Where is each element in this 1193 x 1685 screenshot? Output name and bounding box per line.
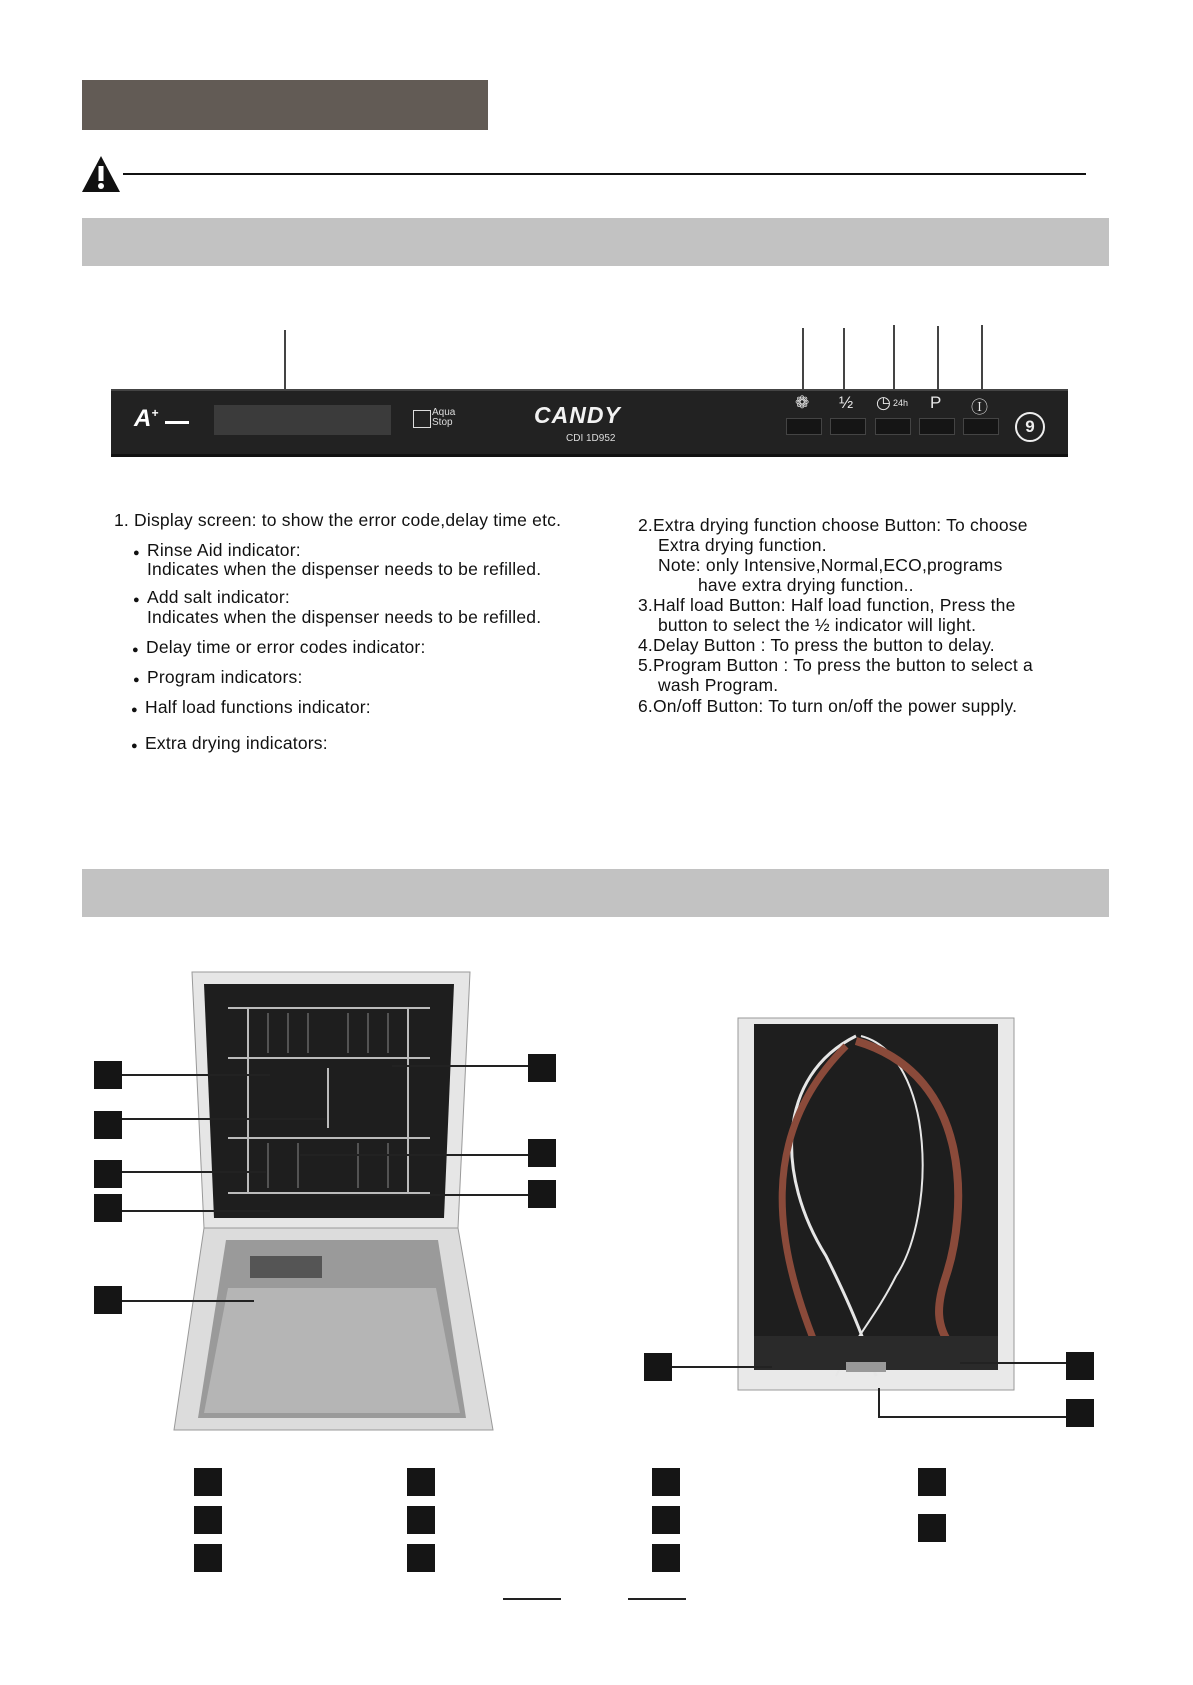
legend-marker-1 bbox=[194, 1468, 222, 1496]
callout-back-left bbox=[644, 1353, 672, 1381]
item-salt-desc: Indicates when the dispenser needs to be refilled. bbox=[147, 607, 542, 627]
half-load-button[interactable] bbox=[830, 418, 866, 435]
leader-left-4 bbox=[122, 1210, 270, 1212]
half-load-symbol: ½ bbox=[839, 393, 854, 412]
callout-right-1 bbox=[528, 1054, 556, 1082]
legend-marker-3 bbox=[194, 1544, 222, 1572]
desc-drying-note-2: have extra drying function.. bbox=[698, 575, 914, 595]
page-title-bar bbox=[82, 80, 488, 130]
leader-back-left bbox=[672, 1366, 772, 1368]
leader-right-3 bbox=[330, 1194, 528, 1196]
energy-label: A+ bbox=[134, 405, 159, 432]
warning-icon bbox=[80, 154, 122, 194]
item-program-indicators: ● Program indicators: bbox=[147, 667, 303, 688]
desc-delay-button: 4.Delay Button : To press the button to delay. bbox=[638, 635, 995, 655]
legend-marker-5 bbox=[407, 1506, 435, 1534]
callout-back-right-2 bbox=[1066, 1399, 1094, 1427]
item-rinse-aid-desc: Indicates when the dispenser needs to be refilled. bbox=[147, 559, 542, 579]
leader-right-2 bbox=[300, 1154, 528, 1156]
callout-left-3 bbox=[94, 1160, 122, 1188]
leader-btn-4 bbox=[937, 326, 939, 390]
leader-btn-3 bbox=[893, 325, 895, 390]
leader-left-5 bbox=[122, 1300, 254, 1302]
desc-drying-note: Note: only Intensive,Normal,ECO,programs bbox=[658, 555, 1003, 575]
callout-left-2 bbox=[94, 1111, 122, 1139]
desc-halfload-button-2: button to select the ½ indicator will light. bbox=[658, 615, 977, 635]
item-display-screen: 1. Display screen: to show the error code,delay time etc. bbox=[114, 510, 562, 530]
program-button[interactable] bbox=[919, 418, 955, 435]
energy-bar bbox=[165, 421, 189, 424]
leader-btn-1 bbox=[802, 328, 804, 390]
leader-back-right-2 bbox=[878, 1416, 1066, 1418]
callout-left-1 bbox=[94, 1061, 122, 1089]
section-bar-control-panel bbox=[82, 218, 1109, 266]
section-bar-appliance bbox=[82, 869, 1109, 917]
item-rinse-aid: ● Rinse Aid indicator: bbox=[147, 540, 301, 561]
program-symbol: P bbox=[930, 393, 942, 412]
drying-icon: ❁ bbox=[795, 393, 810, 412]
item-delay-indicator: ● Delay time or error codes indicator: bbox=[146, 637, 426, 658]
callout-left-5 bbox=[94, 1286, 122, 1314]
place-settings-badge: 9 bbox=[1015, 412, 1045, 442]
legend-marker-11 bbox=[918, 1514, 946, 1542]
delay-button[interactable] bbox=[875, 418, 911, 435]
legend-marker-2 bbox=[194, 1506, 222, 1534]
footer-rule-right bbox=[628, 1598, 686, 1600]
legend-marker-8 bbox=[652, 1506, 680, 1534]
leader-back-right-1 bbox=[960, 1362, 1066, 1364]
callout-right-2 bbox=[528, 1139, 556, 1167]
legend-marker-7 bbox=[652, 1468, 680, 1496]
item-drying-indicators: ● Extra drying indicators: bbox=[145, 733, 328, 754]
brand-logo: CANDY bbox=[534, 402, 621, 428]
leader-btn-2 bbox=[843, 328, 845, 390]
aquastop-icon bbox=[413, 410, 431, 428]
callout-back-right-1 bbox=[1066, 1352, 1094, 1380]
legend-marker-6 bbox=[407, 1544, 435, 1572]
leader-display bbox=[284, 330, 286, 392]
leader-left-1 bbox=[122, 1074, 270, 1076]
dishwasher-back-photo bbox=[736, 1016, 1018, 1394]
desc-drying-button: 2.Extra drying function choose Button: To choose bbox=[638, 515, 1028, 535]
leader-left-2 bbox=[122, 1118, 326, 1120]
extra-drying-button[interactable] bbox=[786, 418, 822, 435]
legend-marker-10 bbox=[918, 1468, 946, 1496]
leader-btn-5 bbox=[981, 325, 983, 390]
delay-24h-label: 24h bbox=[893, 398, 909, 408]
desc-halfload-button: 3.Half load Button: Half load function, Press the bbox=[638, 595, 1016, 615]
warning-rule bbox=[123, 173, 1086, 175]
display-screen bbox=[214, 405, 391, 435]
desc-drying-button-2: Extra drying function. bbox=[658, 535, 827, 555]
callout-left-4 bbox=[94, 1194, 122, 1222]
power-button[interactable] bbox=[963, 418, 999, 435]
item-salt: ● Add salt indicator: bbox=[147, 587, 290, 608]
item-halfload-indicator: ● Half load functions indicator: bbox=[145, 697, 371, 718]
leader-right-1 bbox=[392, 1065, 528, 1067]
leader-left-3 bbox=[122, 1171, 266, 1173]
desc-program-button: 5.Program Button : To press the button to select a bbox=[638, 655, 1033, 675]
legend-marker-4 bbox=[407, 1468, 435, 1496]
legend-marker-9 bbox=[652, 1544, 680, 1572]
power-icon: Ⓘ bbox=[971, 398, 988, 417]
callout-right-3 bbox=[528, 1180, 556, 1208]
model-number: CDI 1D952 bbox=[566, 433, 616, 444]
aquastop-label: Aqua Stop bbox=[432, 407, 456, 428]
desc-program-button-2: wash Program. bbox=[658, 675, 779, 695]
delay-icon: ◷ bbox=[876, 393, 891, 412]
leader-back-right-2-vertical bbox=[878, 1388, 880, 1416]
desc-power-button: 6.On/off Button: To turn on/off the power supply. bbox=[638, 696, 1018, 716]
footer-rule-left bbox=[503, 1598, 561, 1600]
dishwasher-front-photo bbox=[168, 968, 498, 1448]
